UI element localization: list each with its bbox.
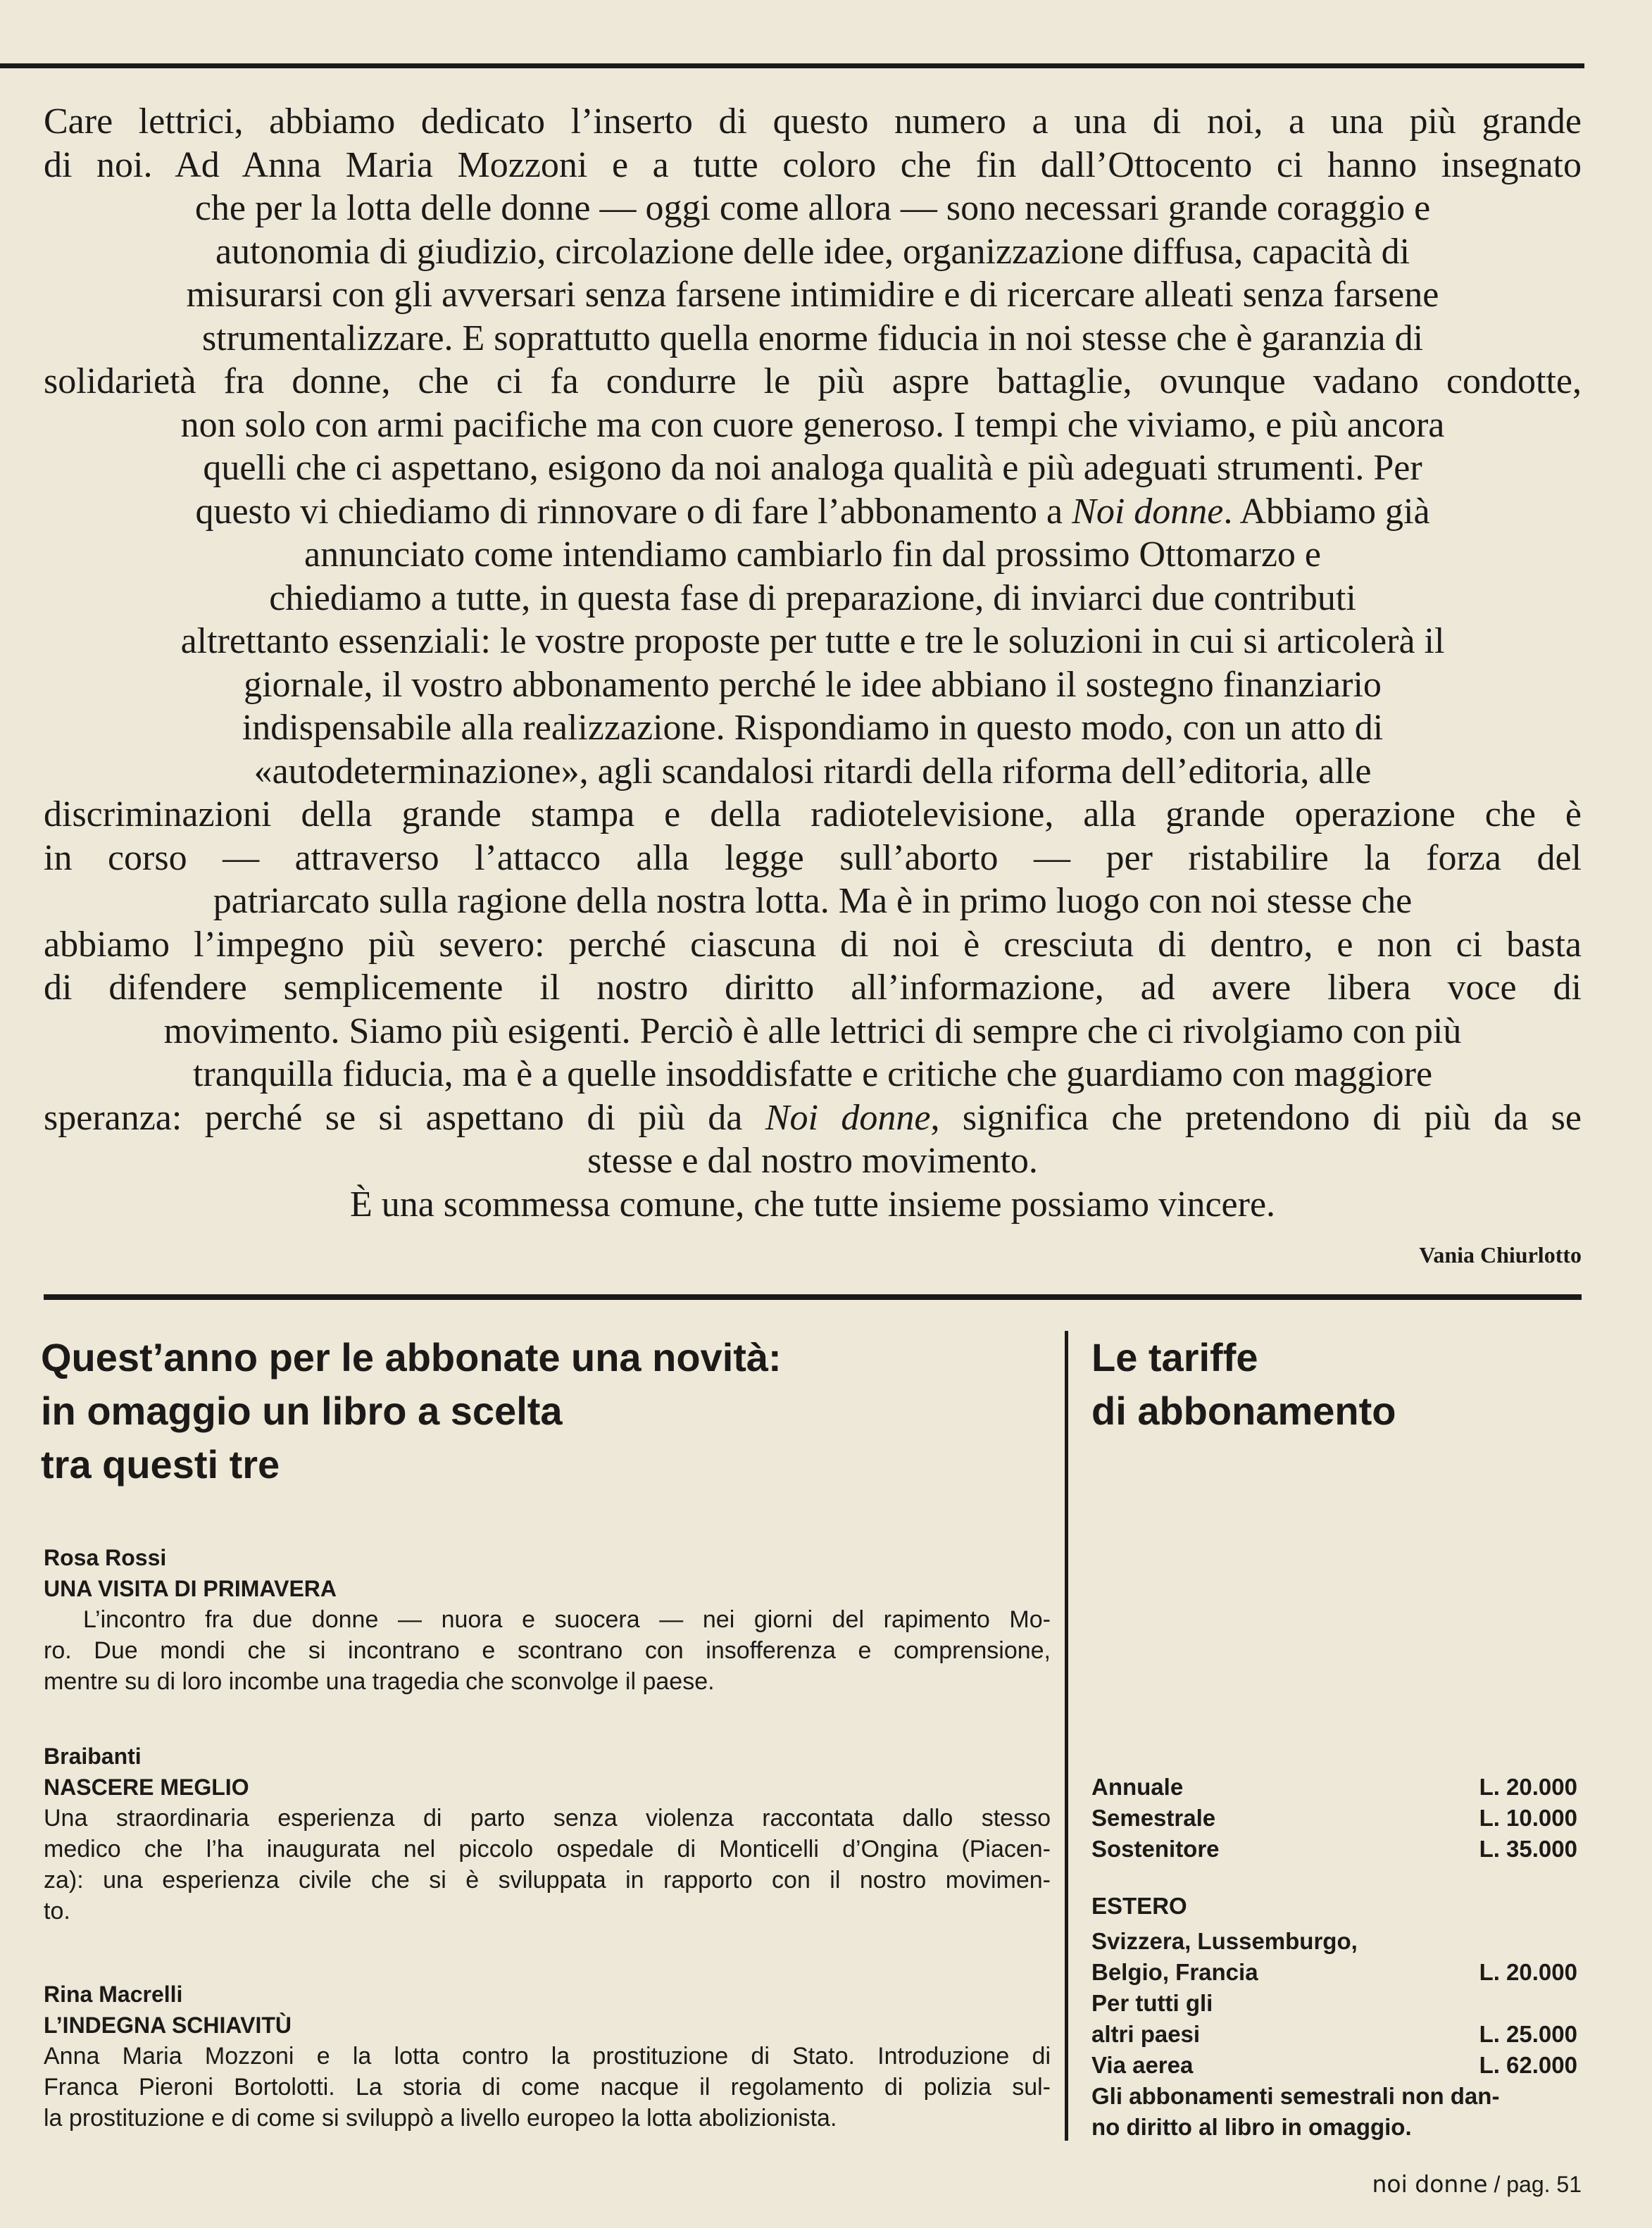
editorial-letter [44,100,1582,1226]
magazine-title-italic: Noi donne [765,1097,931,1138]
tariffs-headline [1091,1331,1396,1438]
book-title: L’INDEGNA SCHIAVITÙ [44,2013,292,2038]
letter-signature: Vania Chiurlotto [1419,1242,1582,1268]
rate-price: L. 35.000 [1479,1836,1577,1862]
letter-line: Care lettrici, abbiamo dedicato l’inserto di questo numero a una di noi, a una più grande [44,101,1582,142]
desc-line: la prostituzione e di come si sviluppò a livello europeo la lotta abolizionista. [44,2105,837,2132]
note-line: Gli abbonamenti semestrali non dan- [1091,2083,1500,2109]
letter-line: tranquilla fiducia, ma è a quelle insoddisfatte e critiche che guardiamo con maggiore [192,1054,1433,1094]
letter-text: questo vi chiediamo di rinnovare o di fare l’abbonamento a [195,491,1072,532]
foreign-heading: ESTERO [1091,1893,1187,1919]
book-author: Braibanti [44,1744,142,1769]
book-description [44,1604,1051,1697]
desc-line: medico che l’ha inaugurata nel piccolo ospedale di Monticelli d’Ongina (Piacen- [44,1836,1051,1863]
book-description [44,2041,1051,2134]
letter-line: misurarsi con gli avversari senza farsene intimidire e di ricercare alleati senza farsene [186,275,1439,315]
letter-line: giornale, il vostro abbonamento perché le idee abbiano il sostegno finanziario [244,664,1382,705]
rate-label: Via aerea [1091,2052,1194,2078]
letter-line: che per la lotta delle donne — oggi come allora — sono necessari grande coraggio e [194,188,1431,228]
letter-line: autonomia di giudizio, circolazione delle idee, organizzazione diffusa, capacità di [215,231,1410,272]
promo-headline-line: in omaggio un libro a scelta [41,1389,563,1433]
tariffs-note [1091,2081,1577,2143]
desc-line: Anna Maria Mozzoni e la lotta contro la prostituzione di Stato. Introduzione di [44,2043,1051,2070]
page-footer [1372,2170,1582,2198]
letter-line: «autodeterminazione», agli scandalosi ritardi della riforma dell’editoria, alle [254,751,1372,791]
letter-line: strumentalizzare. E soprattutto quella enorme fiducia in noi stesse che è garanzia di [201,318,1424,358]
book-entry [44,1542,1051,1697]
book-entry [44,1979,1051,2134]
desc-line: mentre su di loro incombe una tragedia che sconvolge il paese. [44,1668,715,1695]
note-line: no diritto al libro in omaggio. [1091,2114,1412,2140]
letter-line: di difendere semplicemente il nostro diritto all’informazione, ad avere libera voce di [44,968,1582,1008]
rate-label: Per tutti gli [1091,1990,1213,2016]
footer-magazine-name: noi donne [1372,2170,1488,2198]
magazine-title-italic: Noi donne [1072,491,1224,532]
rate-price: L. 20.000 [1479,1959,1577,1985]
book-description [44,1803,1051,1927]
letter-line: solidarietà fra donne, che ci fa condurre le più aspre battaglie, ovunque vadano condotte, [44,361,1582,401]
section-rule [44,1294,1582,1300]
letter-text: speranza: perché se si aspettano di più da [44,1097,765,1138]
book-entry [44,1741,1051,1927]
letter-line: quelli che ci aspettano, esigono da noi analoga qualità e più adeguati strumenti. Per [203,448,1422,488]
desc-line: za): una esperienza civile che si è sviluppata in rapporto con il nostro movimen- [44,1867,1051,1894]
letter-line: non solo con armi pacifiche ma con cuore generoso. I tempi che viviamo, e più ancora [180,404,1445,445]
rate-label: Belgio, Francia [1091,1959,1258,1985]
letter-line: chiediamo a tutte, in questa fase di preparazione, di inviarci due contributi [269,577,1356,618]
letter-line: indispensabile alla realizzazione. Rispondiamo in questo modo, con un atto di [242,708,1384,748]
letter-line [44,1096,1582,1140]
rate-price: L. 62.000 [1479,2052,1577,2078]
promo-headline-line: Quest’anno per le abbonate una novità: [41,1335,782,1379]
letter-line: abbiamo l’impegno più severo: perché ciascuna di noi è cresciuta di dentro, e non ci basta [44,924,1582,965]
tariffs-headline-line: di abbonamento [1091,1389,1396,1433]
column-rule [1065,1331,1068,2141]
letter-line: in corso — attraverso l’attacco alla legge sull’aborto — per ristabilire la forza del [44,837,1582,878]
letter-line: annunciato come intendiamo cambiarlo fin dal prossimo Ottomarzo e [304,534,1321,575]
rate-label: Svizzera, Lussemburgo, [1091,1928,1358,1954]
letter-line: di noi. Ad Anna Maria Mozzoni e a tutte coloro che fin dall’Ottocento ci hanno insegnato [44,144,1582,185]
letter-line: discriminazioni della grande stampa e della radiotelevisione, alla grande operazione che è [44,794,1582,834]
rate-label: altri paesi [1091,2021,1201,2047]
rate-price: L. 25.000 [1479,2021,1577,2047]
tariffs-headline-line: Le tariffe [1091,1335,1258,1379]
letter-line: movimento. Siamo più esigenti. Perciò è alle lettrici di sempre che ci rivolgiamo con più [163,1010,1462,1051]
letter-line: stesse e dal nostro movimento. [587,1141,1038,1181]
book-author: Rosa Rossi [44,1545,167,1570]
promo-headline-line: tra questi tre [41,1442,280,1487]
rate-price: L. 20.000 [1479,1774,1577,1800]
rate-price: L. 10.000 [1479,1805,1577,1831]
letter-line: È una scommessa comune, che tutte insieme possiamo vincere. [349,1184,1276,1225]
letter-text: . Abbiamo già [1223,491,1430,532]
footer-page-number: / pag. 51 [1494,2172,1582,2197]
promo-headline [41,1331,1048,1491]
top-rule [0,63,1584,68]
letter-line: altrettanto essenziali: le vostre proposte per tutte e tre le soluzioni in cui si articolerà il [180,621,1445,661]
rate-label: Semestrale [1091,1805,1216,1831]
rate-label: Sostenitore [1091,1836,1220,1862]
desc-line: ro. Due mondi che si incontrano e scontrano con insofferenza e comprensione, [44,1637,1051,1664]
book-author: Rina Macrelli [44,1982,183,2007]
rate-label: Annuale [1091,1774,1184,1800]
letter-line: patriarcato sulla ragione della nostra lotta. Ma è in primo luogo con noi stesse che [213,881,1413,921]
book-title: NASCERE MEGLIO [44,1775,249,1800]
desc-line: Franca Pieroni Bortolotti. La storia di come nacque il regolamento di polizia sul- [44,2074,1051,2101]
desc-line: Una straordinaria esperienza di parto senza violenza raccontata dallo stesso [44,1805,1051,1832]
letter-text: , significa che pretendono di più da se [930,1097,1582,1138]
desc-line: to. [44,1898,70,1925]
desc-line: L’incontro fra due donne — nuora e suocera — nei giorni del rapimento Mo- [83,1606,1051,1633]
book-title: UNA VISITA DI PRIMAVERA [44,1576,337,1601]
letter-line [44,490,1582,534]
